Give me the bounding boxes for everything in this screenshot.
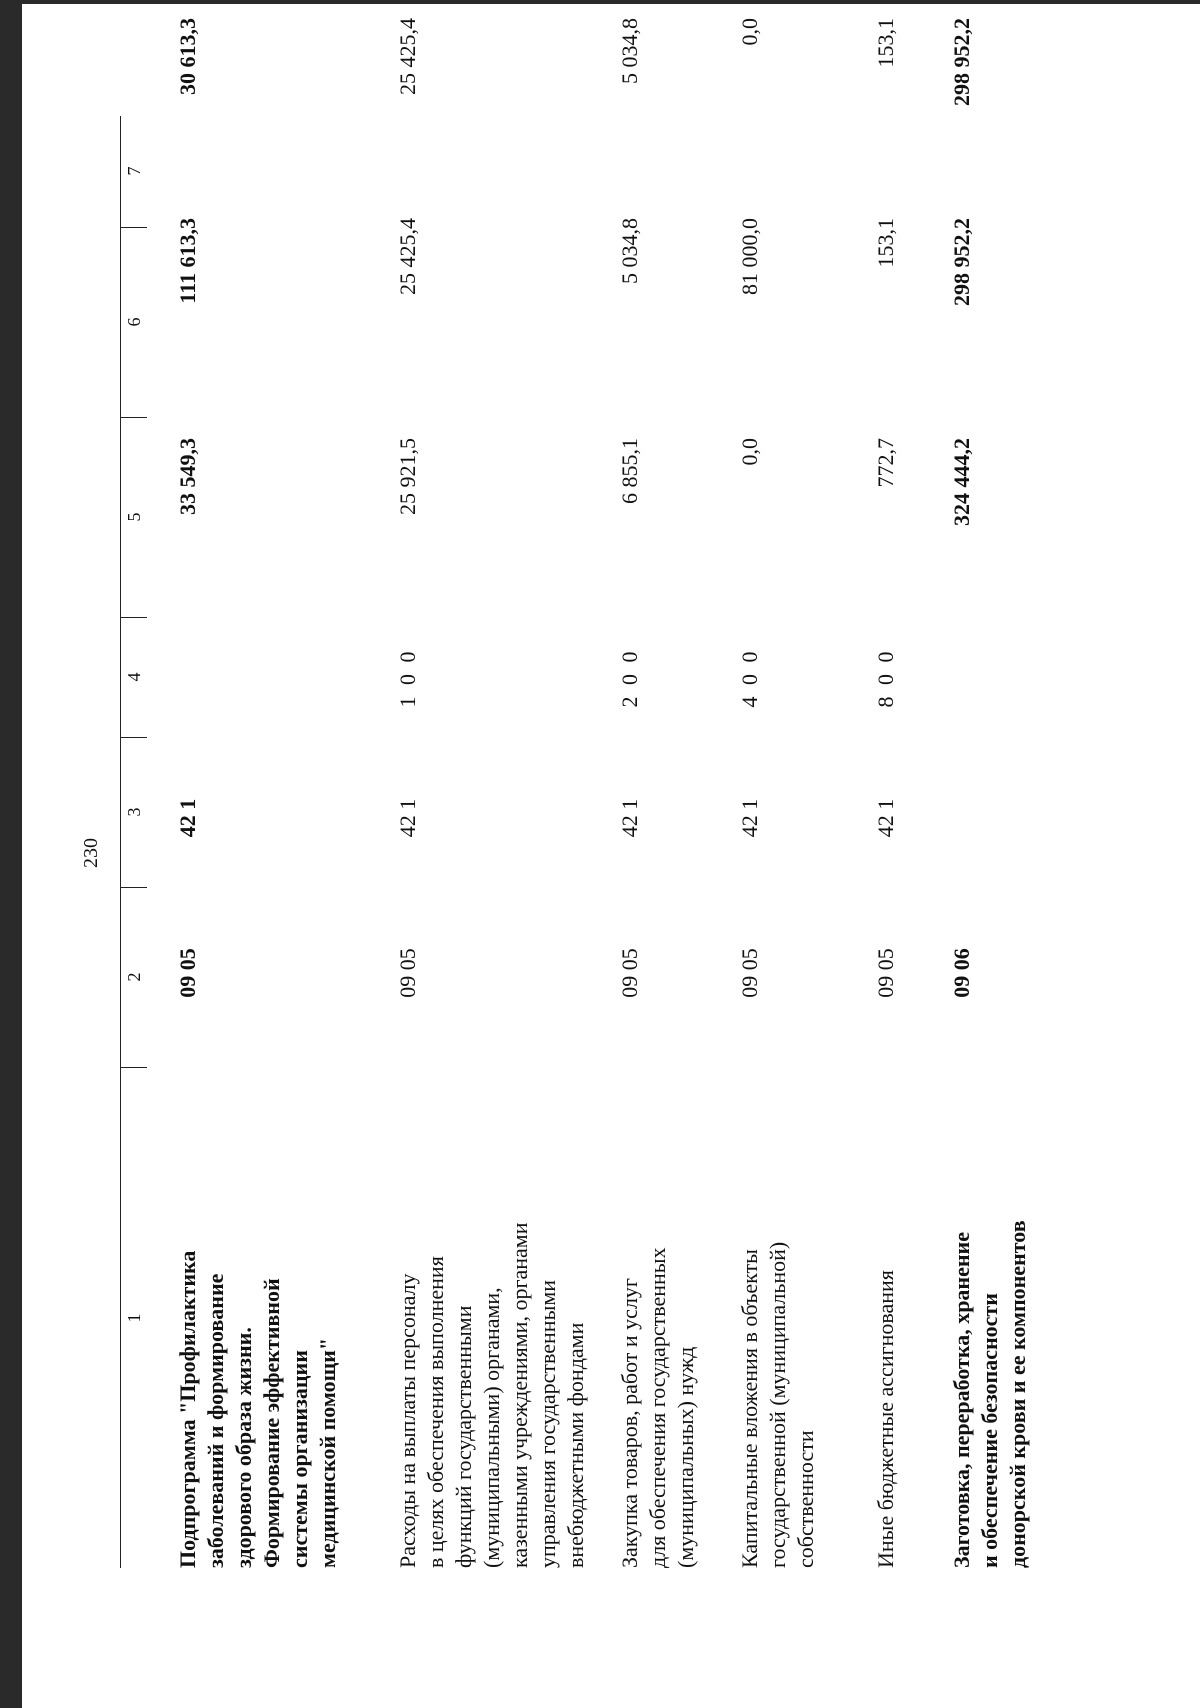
header-col-4: 4: [121, 617, 147, 738]
target-code: 42 1: [395, 798, 420, 838]
amount-col-6: 111 613,3: [175, 218, 200, 304]
row-name-line: Иные бюджетные ассигнования: [873, 1270, 898, 1568]
amount-col-5: 33 549,3: [175, 438, 200, 515]
row-name-line: и обеспечение безопасности: [977, 1293, 1002, 1568]
target-code: 42 1: [737, 798, 762, 838]
amount-col-6: 5 034,8: [617, 218, 642, 284]
row-name-line: заболеваний и формирование: [203, 1273, 228, 1568]
row-name-line: (муниципальными) органами,: [479, 1287, 504, 1568]
row-name-line: казенными учреждениями, органами: [507, 1222, 532, 1568]
expense-type-code: 2 0 0: [617, 648, 642, 708]
table-row: [948, 18, 1058, 1568]
row-name-line: собственности: [793, 1430, 818, 1568]
row-name: [736, 1148, 820, 1568]
section-code: 09 05: [737, 948, 762, 998]
expense-type-code: 4 0 0: [737, 648, 762, 708]
section-code: 09 05: [617, 948, 642, 998]
amount-col-7: 5 034,8: [617, 18, 642, 84]
amount-col-5: 0,0: [737, 438, 762, 466]
row-name: [616, 1148, 700, 1568]
row-name: [872, 1148, 900, 1568]
row-name-line: медицинской помощи": [315, 1337, 340, 1568]
row-name-line: Заготовка, переработка, хранение: [949, 1232, 974, 1568]
section-code: 09 06: [949, 948, 974, 998]
table-row: [616, 18, 726, 1568]
amount-col-6: 153,1: [873, 218, 898, 268]
row-name-line: (муниципальных) нужд: [673, 1346, 698, 1568]
page-number: 230: [80, 838, 102, 868]
header-col-3: 3: [121, 737, 147, 888]
table-row: [394, 18, 604, 1568]
row-name-line: внебюджетными фондами: [563, 1322, 588, 1568]
target-code: 42 1: [873, 798, 898, 838]
header-col-7: 7: [121, 115, 147, 228]
row-name: [174, 1148, 342, 1568]
header-col-5: 5: [121, 417, 147, 618]
amount-col-6: 81 000,0: [737, 218, 762, 295]
amount-col-7: 0,0: [737, 18, 762, 46]
expense-type-code: 1 0 0: [395, 648, 420, 708]
budget-table: [120, 18, 1030, 1568]
section-code: 09 05: [175, 948, 200, 998]
row-name-line: системы организации: [287, 1350, 312, 1568]
amount-col-7: 298 952,2: [949, 18, 974, 106]
table-row: [872, 18, 938, 1568]
row-name: [394, 1148, 590, 1568]
row-name-line: Капитальные вложения в объекты: [737, 1249, 762, 1568]
target-code: 42 1: [175, 798, 200, 838]
row-name-line: здорового образа жизни.: [231, 1327, 256, 1568]
amount-col-5: 6 855,1: [617, 438, 642, 504]
target-code: 42 1: [617, 798, 642, 838]
amount-col-5: 772,7: [873, 438, 898, 488]
table-header-row: [120, 116, 147, 1568]
row-name-line: Подпрограмма "Профилактика: [175, 1250, 200, 1568]
row-name: [948, 1148, 1032, 1568]
section-code: 09 05: [873, 948, 898, 998]
row-name-line: Закупка товаров, работ и услуг: [617, 1278, 642, 1568]
amount-col-6: 25 425,4: [395, 218, 420, 295]
amount-col-7: 153,1: [873, 18, 898, 68]
amount-col-5: 324 444,2: [949, 438, 974, 526]
amount-col-6: 298 952,2: [949, 218, 974, 306]
row-name-line: государственной (муниципальной): [765, 1241, 790, 1568]
row-name-line: в целях обеспечения выполнения: [423, 1256, 448, 1568]
header-col-6: 6: [121, 227, 147, 418]
header-col-2: 2: [121, 887, 147, 1068]
header-col-1: 1: [124, 1313, 144, 1323]
row-name-line: Расходы на выплаты персоналу: [395, 1273, 420, 1568]
amount-col-7: 25 425,4: [395, 18, 420, 95]
section-code: 09 05: [395, 948, 420, 998]
row-name-line: Формирование эффективной: [259, 1278, 284, 1568]
row-name-line: управления государственными: [535, 1279, 560, 1568]
amount-col-5: 25 921,5: [395, 438, 420, 515]
row-name-line: для обеспечения государственных: [645, 1247, 670, 1568]
row-name-line: функций государственными: [451, 1305, 476, 1568]
amount-col-7: 30 613,3: [175, 18, 200, 95]
table-row: [174, 18, 374, 1568]
row-name-line: донорской крови и ее компонентов: [1005, 1220, 1030, 1568]
expense-type-code: 8 0 0: [873, 648, 898, 708]
table-row: [736, 18, 862, 1568]
